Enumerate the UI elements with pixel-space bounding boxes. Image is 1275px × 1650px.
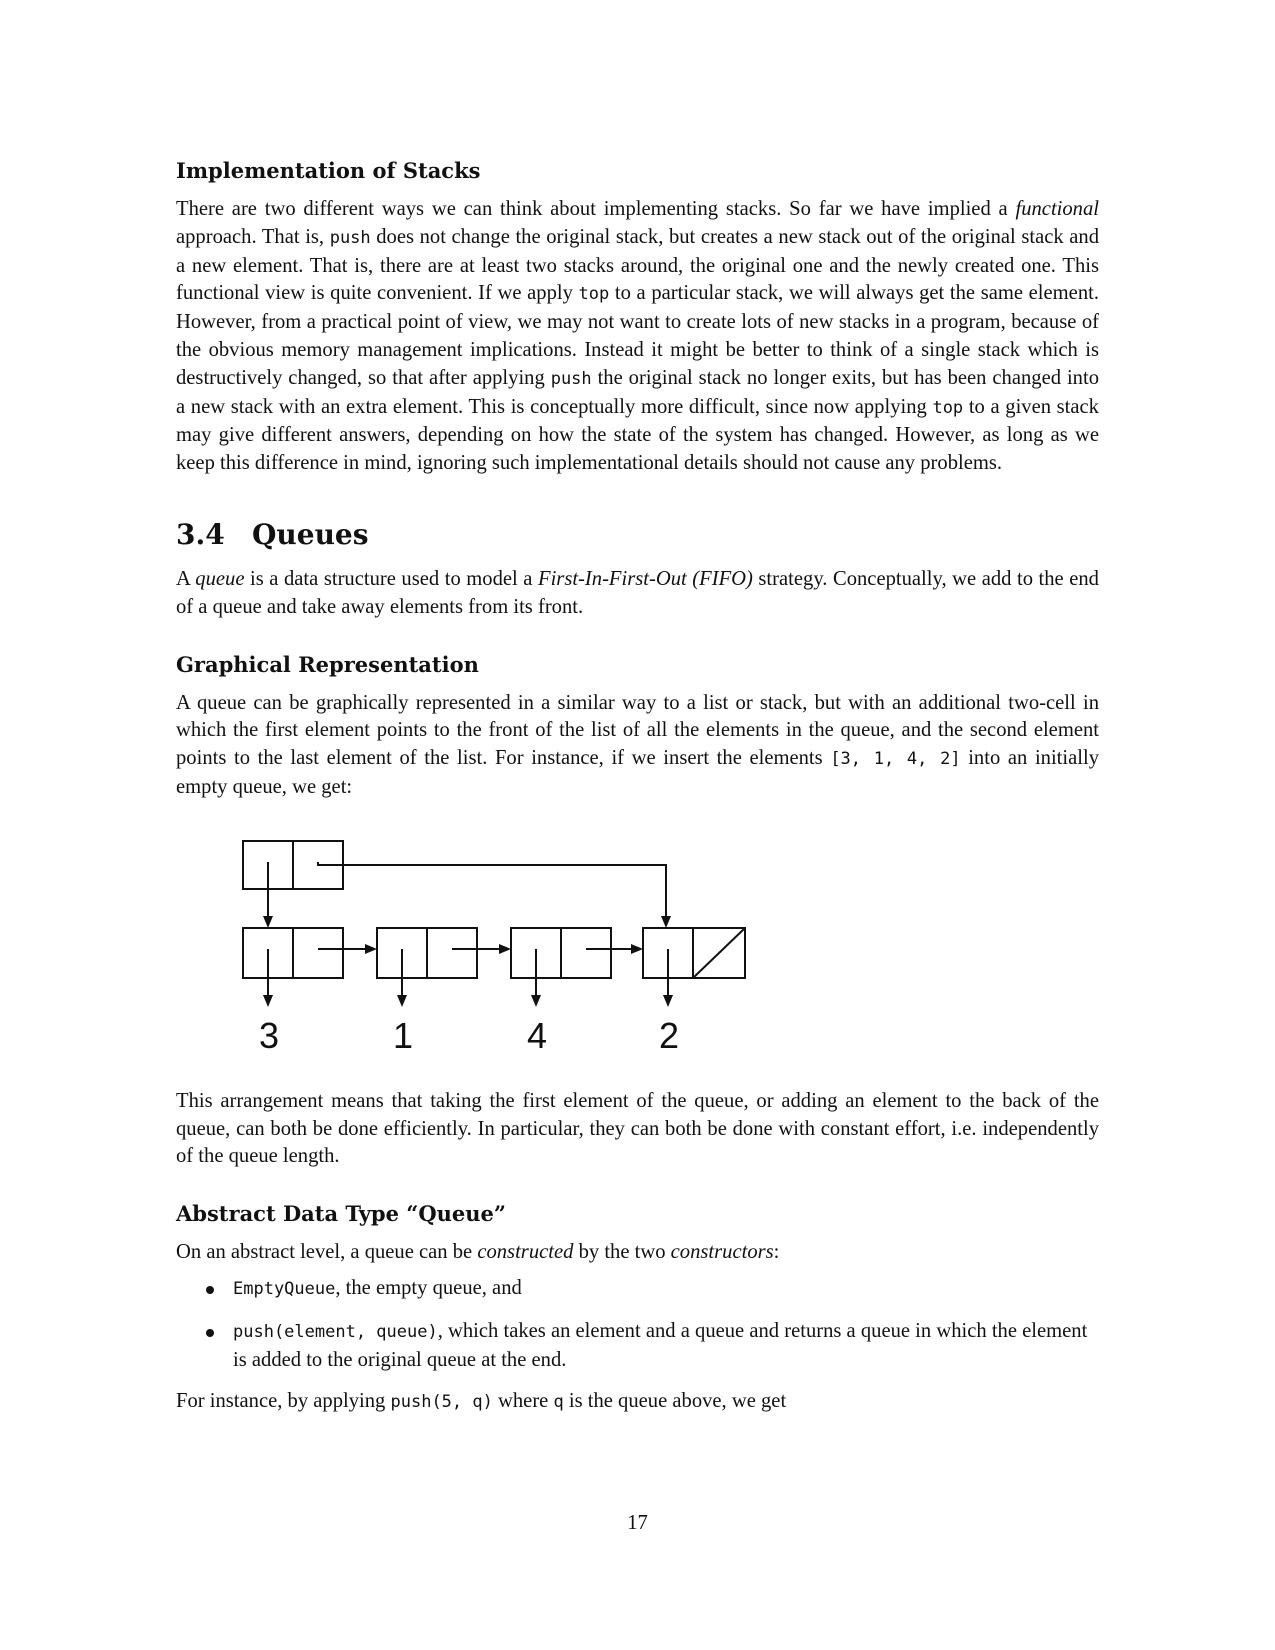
- section-heading-queues: [176, 518, 1099, 552]
- emphasis-fifo: First-In-First-Out (FIFO): [538, 567, 753, 590]
- paragraph-implementation: [176, 196, 1099, 478]
- text: to a particular stack, we will always get the same element. However, from a practical point of view, we may not want to create lots of new stacks in a program, because of the obvious memory management implications. Instead it might be better to think of a single stack which is destructively changed, so that after applying: [176, 282, 1099, 389]
- node-value: 2: [658, 1014, 680, 1056]
- arrowhead: [365, 944, 377, 954]
- text: does not change the original stack, but creates a new stack out of the original stack and a new element. That is, there are at least two stacks around, the original one and the newly created one. This functional view is quite convenient. If we apply: [176, 225, 1100, 305]
- node-value: 3: [258, 1014, 280, 1056]
- paragraph-adt-intro: [176, 1239, 1099, 1267]
- section-title: Queues: [252, 517, 369, 551]
- arrowhead: [263, 995, 273, 1007]
- text: On an abstract level, a queue can be: [176, 1241, 478, 1264]
- text: A queue can be graphically represented in a similar way to a list or stack, but with an additional two-cell in which the first element points to the front of the list of all the elements in the queue, and the second element points to the last element of the list. For instance, if we insert the elements: [176, 691, 1099, 770]
- code-top: top: [932, 397, 964, 418]
- heading-abstract-data-type-queue: Abstract Data Type “Queue”: [176, 1201, 506, 1227]
- list-item: [176, 1318, 1099, 1375]
- code-element-list: [3, 1, 4, 2]: [830, 749, 961, 770]
- list-item: [176, 1275, 1099, 1304]
- null-slash: [693, 928, 745, 978]
- arrowhead: [499, 944, 511, 954]
- text: where: [492, 1390, 554, 1413]
- bullet-icon: [206, 1286, 214, 1294]
- bullet-icon: [206, 1329, 214, 1337]
- arrowhead: [531, 995, 541, 1007]
- queue-diagram-svg: [176, 822, 1099, 1072]
- section-number: 3.4: [176, 517, 225, 551]
- emphasis-constructors: constructors: [670, 1241, 774, 1264]
- paragraph-queue-definition: [176, 566, 1099, 622]
- text: the original stack no longer exits, but has been changed into a new stack with an extra element. This is conceptually more difficult, since now applying: [176, 366, 1099, 418]
- emphasis-constructed: constructed: [477, 1241, 574, 1264]
- arrowhead: [397, 995, 407, 1007]
- arrowhead: [663, 995, 673, 1007]
- paragraph-for-instance: [176, 1388, 1099, 1417]
- text: by the two: [573, 1241, 671, 1264]
- heading-graphical-representation: Graphical Representation: [176, 651, 479, 677]
- code-push: push: [329, 227, 371, 248]
- text: , which takes an element and a queue and returns a queue in which the element is added to the original queue at the end.: [233, 1319, 1088, 1371]
- text: For instance, by applying: [176, 1390, 391, 1413]
- text: :: [773, 1241, 780, 1264]
- text: to a given stack may give different answers, depending on how the state of the system has changed. However, as long as we keep this difference in mind, ignoring such implementational details should not cause any problems.: [176, 395, 1099, 475]
- node-value: 4: [526, 1014, 548, 1056]
- arrowhead: [631, 944, 643, 954]
- text: , the empty queue, and: [335, 1276, 522, 1299]
- emphasis-queue: queue: [195, 567, 245, 590]
- text: into an initially empty queue, we get:: [176, 747, 1100, 798]
- text: is a data structure used to model a: [244, 567, 538, 590]
- page-content: [176, 158, 1099, 1417]
- text: There are two different ways we can think about implementing stacks. So far we have implied a: [176, 198, 1016, 220]
- node-value: 1: [392, 1014, 414, 1056]
- code-top: top: [578, 284, 610, 305]
- page-number: 17: [627, 1512, 648, 1534]
- text: strategy. Conceptually, we add to the end of a queue and take away elements from its front.: [176, 567, 1099, 618]
- code-q: q: [553, 1392, 564, 1413]
- text: A: [176, 567, 196, 590]
- paragraph-graphical: [176, 690, 1099, 802]
- code-push: push: [550, 368, 592, 389]
- paragraph-arrangement: This arrangement means that taking the first element of the queue, or adding an element to the back of the queue, can both be done efficiently. In particular, they can both be done with constant effort, i.e. independently of the queue length.: [176, 1089, 1099, 1168]
- code-push-element-queue: push(element, queue): [233, 1321, 438, 1342]
- constructor-list: [176, 1275, 1099, 1374]
- code-emptyqueue: EmptyQueue: [233, 1278, 336, 1299]
- text: approach. That is,: [176, 225, 330, 248]
- rear-pointer: [318, 862, 666, 919]
- arrowhead: [263, 916, 273, 928]
- arrowhead: [661, 916, 671, 928]
- heading-implementation-of-stacks: Implementation of Stacks: [176, 158, 481, 183]
- text: is the queue above, we get: [563, 1390, 787, 1413]
- emphasis-functional: functional: [1015, 198, 1099, 220]
- queue-diagram: [176, 822, 1099, 1072]
- code-push-5-q: push(5, q): [390, 1392, 493, 1413]
